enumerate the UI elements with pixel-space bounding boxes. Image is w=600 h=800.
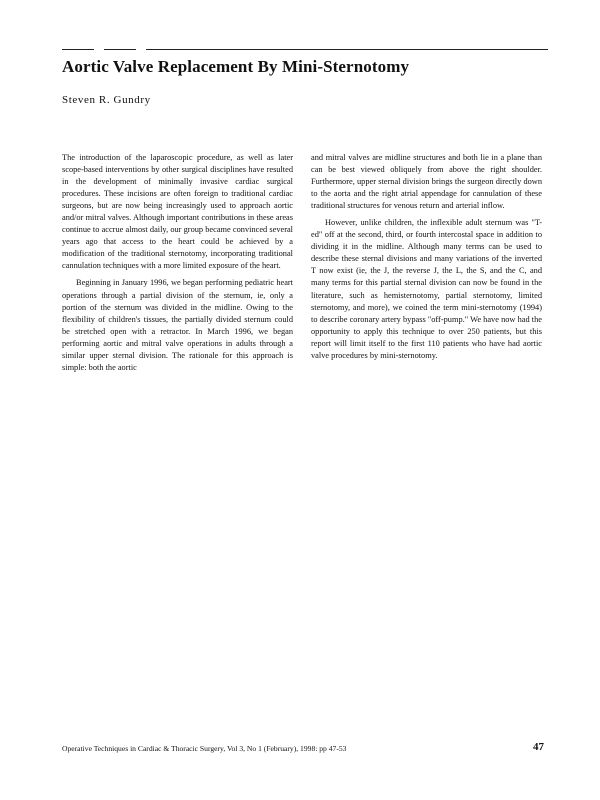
paragraph: and mitral valves are midline structures and both lie in a plane than can be best viewed obliquely from above the right shoulder. Furthermore, upper sternal division brings the surgeon directly down to the aorta and the right atrial appendage for cannulation of these traditional structures for venous return and arterial inflow.: [311, 153, 542, 211]
article-author: Steven R. Gundry: [62, 94, 151, 106]
header-rule-long: [146, 49, 548, 50]
paragraph: However, unlike children, the inflexible adult sternum was "T-ed" off at the second, third, or fourth intercostal space in addition to dividing it in the midline. Although many terms can be used to describe these sternal divisions and many variations of the inverted T now exist (ie, the J, the reverse J, the L, the S, and the C, and many terms for this partial sternal division can now be found in the literature, such as hemisternotomy, partial sternotomy, limited sternotomy, and more), we coined the term mini-sternotomy (1994) to describe coronary artery bypass "off-pump." We have now had the opportunity to apply this technique to over 250 patients, but this report will limit itself to the first 110 patients who have had aortic valve procedures by mini-sternotomy.: [311, 218, 542, 360]
page-number: 47: [533, 741, 544, 753]
article-title: Aortic Valve Replacement By Mini-Sternotomy: [62, 57, 410, 76]
paragraph: Beginning in January 1996, we began performing pediatric heart operations through a partial division of the sternum, ie, only a portion of the sternum was divided in the midline. Owing to the flexibility of children's tissues, the partially divided sternum could be stretched open with a retractor. In March 1996, we began performing aortic and mitral valve operations in adults through a similar upper sternal division. The rationale for this approach is simple: both the aortic: [62, 278, 293, 372]
left-column: [62, 152, 293, 379]
paragraph: The introduction of the laparoscopic procedure, as well as later scope-based interventions by other surgical disciplines have resulted in the development of minimally invasive cardiac surgical procedures. These incisions are often foreign to traditional cardiac surgeons, but are now being increasingly used to approach aortic and/or mitral valves. Although important contributions in these areas continue to accrue almost daily, our group became convinced several years ago that access to the heart could be achieved by a modification of the traditional sternotomy, incorporating traditional cannulation techniques with a more limited exposure of the heart.: [62, 153, 293, 271]
journal-citation: Operative Techniques in Cardiac & Thoracic Surgery, Vol 3, No 1 (February), 1998: pp 47-53: [62, 744, 347, 753]
header-rule-short-1: [62, 49, 94, 50]
header-rule-short-2: [104, 49, 136, 50]
right-column: [311, 152, 542, 367]
